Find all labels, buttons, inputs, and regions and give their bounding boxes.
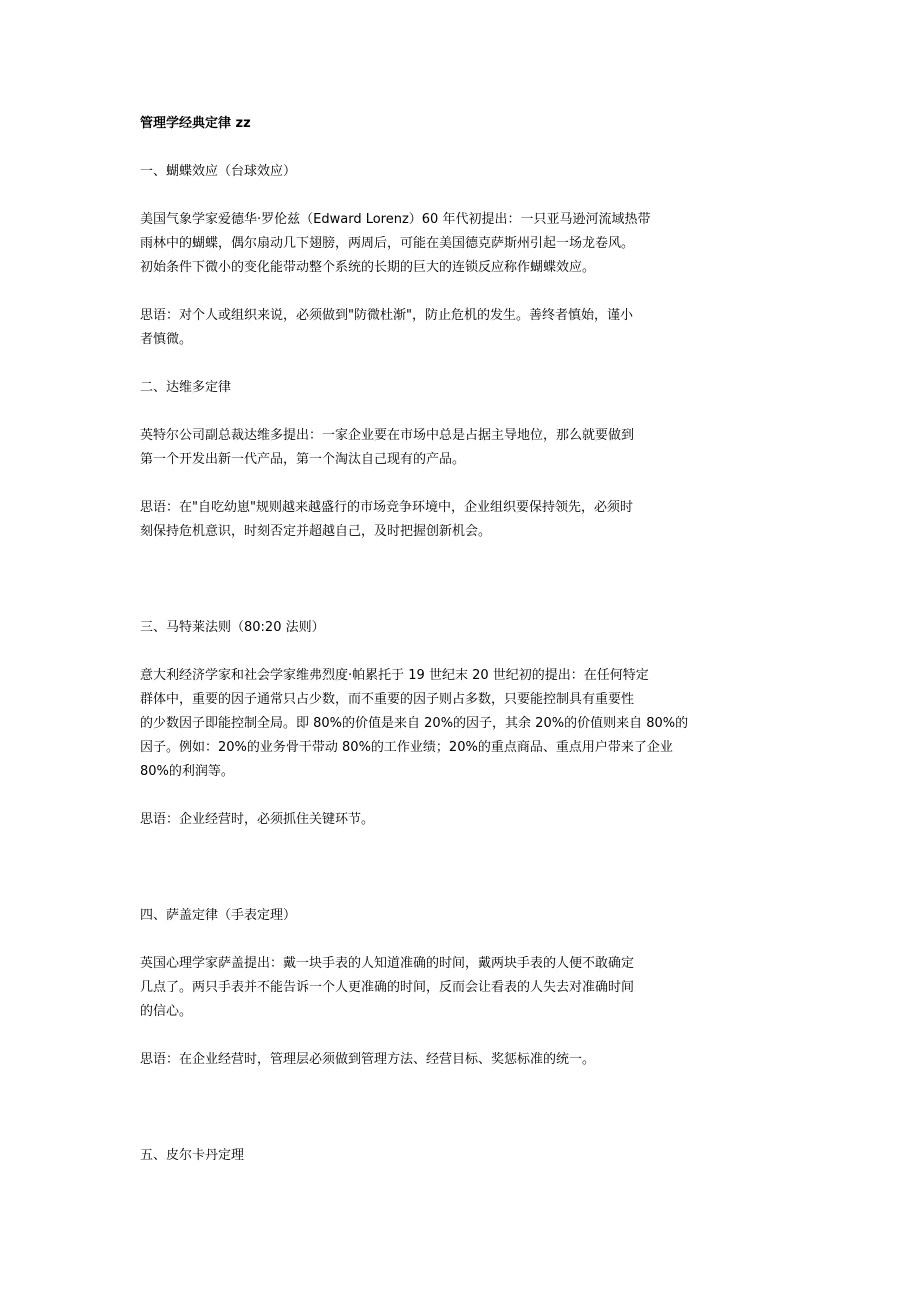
- body-line: 群体中，重要的因子通常只占少数，而不重要的因子则占多数，只要能控制具有重要性: [140, 692, 635, 707]
- body-line: 因子。例如：20%的业务骨干带动 80%的工作业绩；20%的重点商品、重点用户带来了企业: [140, 740, 673, 755]
- thought-line: 刻保持危机意识，时刻否定并超越自己，及时把握创新机会。: [140, 524, 492, 539]
- body-line: 初始条件下微小的变化能带动整个系统的长期的巨大的连锁反应称作蝴蝶效应。: [140, 260, 596, 275]
- section-heading: 三、马特莱法则（80:20 法则）: [140, 620, 325, 635]
- document-title: 管理学经典定律 zz: [140, 116, 251, 131]
- thought-line: 思语：在"自吃幼崽"规则越来越盛行的市场竞争环境中，企业组织要保持领先，必须时: [140, 500, 633, 515]
- body-line: 英国心理学家萨盖提出：戴一块手表的人知道准确的时间，戴两块手表的人便不敢确定: [140, 956, 635, 971]
- thought-line: 思语：在企业经营时，管理层必须做到管理方法、经营目标、奖惩标准的统一。: [140, 1052, 596, 1067]
- body-line: 美国气象学家爱德华·罗伦兹（Edward Lorenz）60 年代初提出：一只亚马逊河流域热带: [140, 212, 651, 227]
- thought-line: 者慎微。: [140, 332, 193, 347]
- section-heading: 五、皮尔卡丹定理: [140, 1148, 245, 1163]
- body-line: 的信心。: [140, 1004, 193, 1019]
- body-line: 的少数因子即能控制全局。即 80%的价值是来自 20%的因子，其余 20%的价值则来自 80%的: [140, 716, 689, 731]
- thought-line: 思语：对个人或组织来说，必须做到"防微杜渐"，防止危机的发生。善终者慎始，谨小: [140, 308, 633, 323]
- body-line: 雨林中的蝴蝶，偶尔扇动几下翅膀，两周后，可能在美国德克萨斯州引起一场龙卷风。: [140, 236, 635, 251]
- body-line: 几点了。两只手表并不能告诉一个人更准确的时间，反而会让看表的人失去对准确时间: [140, 980, 635, 995]
- body-line: 第一个开发出新一代产品，第一个淘汰自己现有的产品。: [140, 452, 466, 467]
- body-line: 英特尔公司副总裁达维多提出：一家企业要在市场中总是占据主导地位，那么就要做到: [140, 428, 635, 443]
- section-heading: 四、萨盖定律（手表定理）: [140, 908, 297, 923]
- thought-line: 思语：企业经营时，必须抓住关键环节。: [140, 812, 375, 827]
- document-page: [140, 112, 760, 1168]
- section-heading: 一、蝴蝶效应（台球效应）: [140, 164, 297, 179]
- body-line: 80%的利润等。: [140, 764, 234, 779]
- section-heading: 二、达维多定律: [140, 380, 232, 395]
- body-line: 意大利经济学家和社会学家维弗烈度·帕累托于 19 世纪末 20 世纪初的提出：在任何特定: [140, 668, 649, 683]
